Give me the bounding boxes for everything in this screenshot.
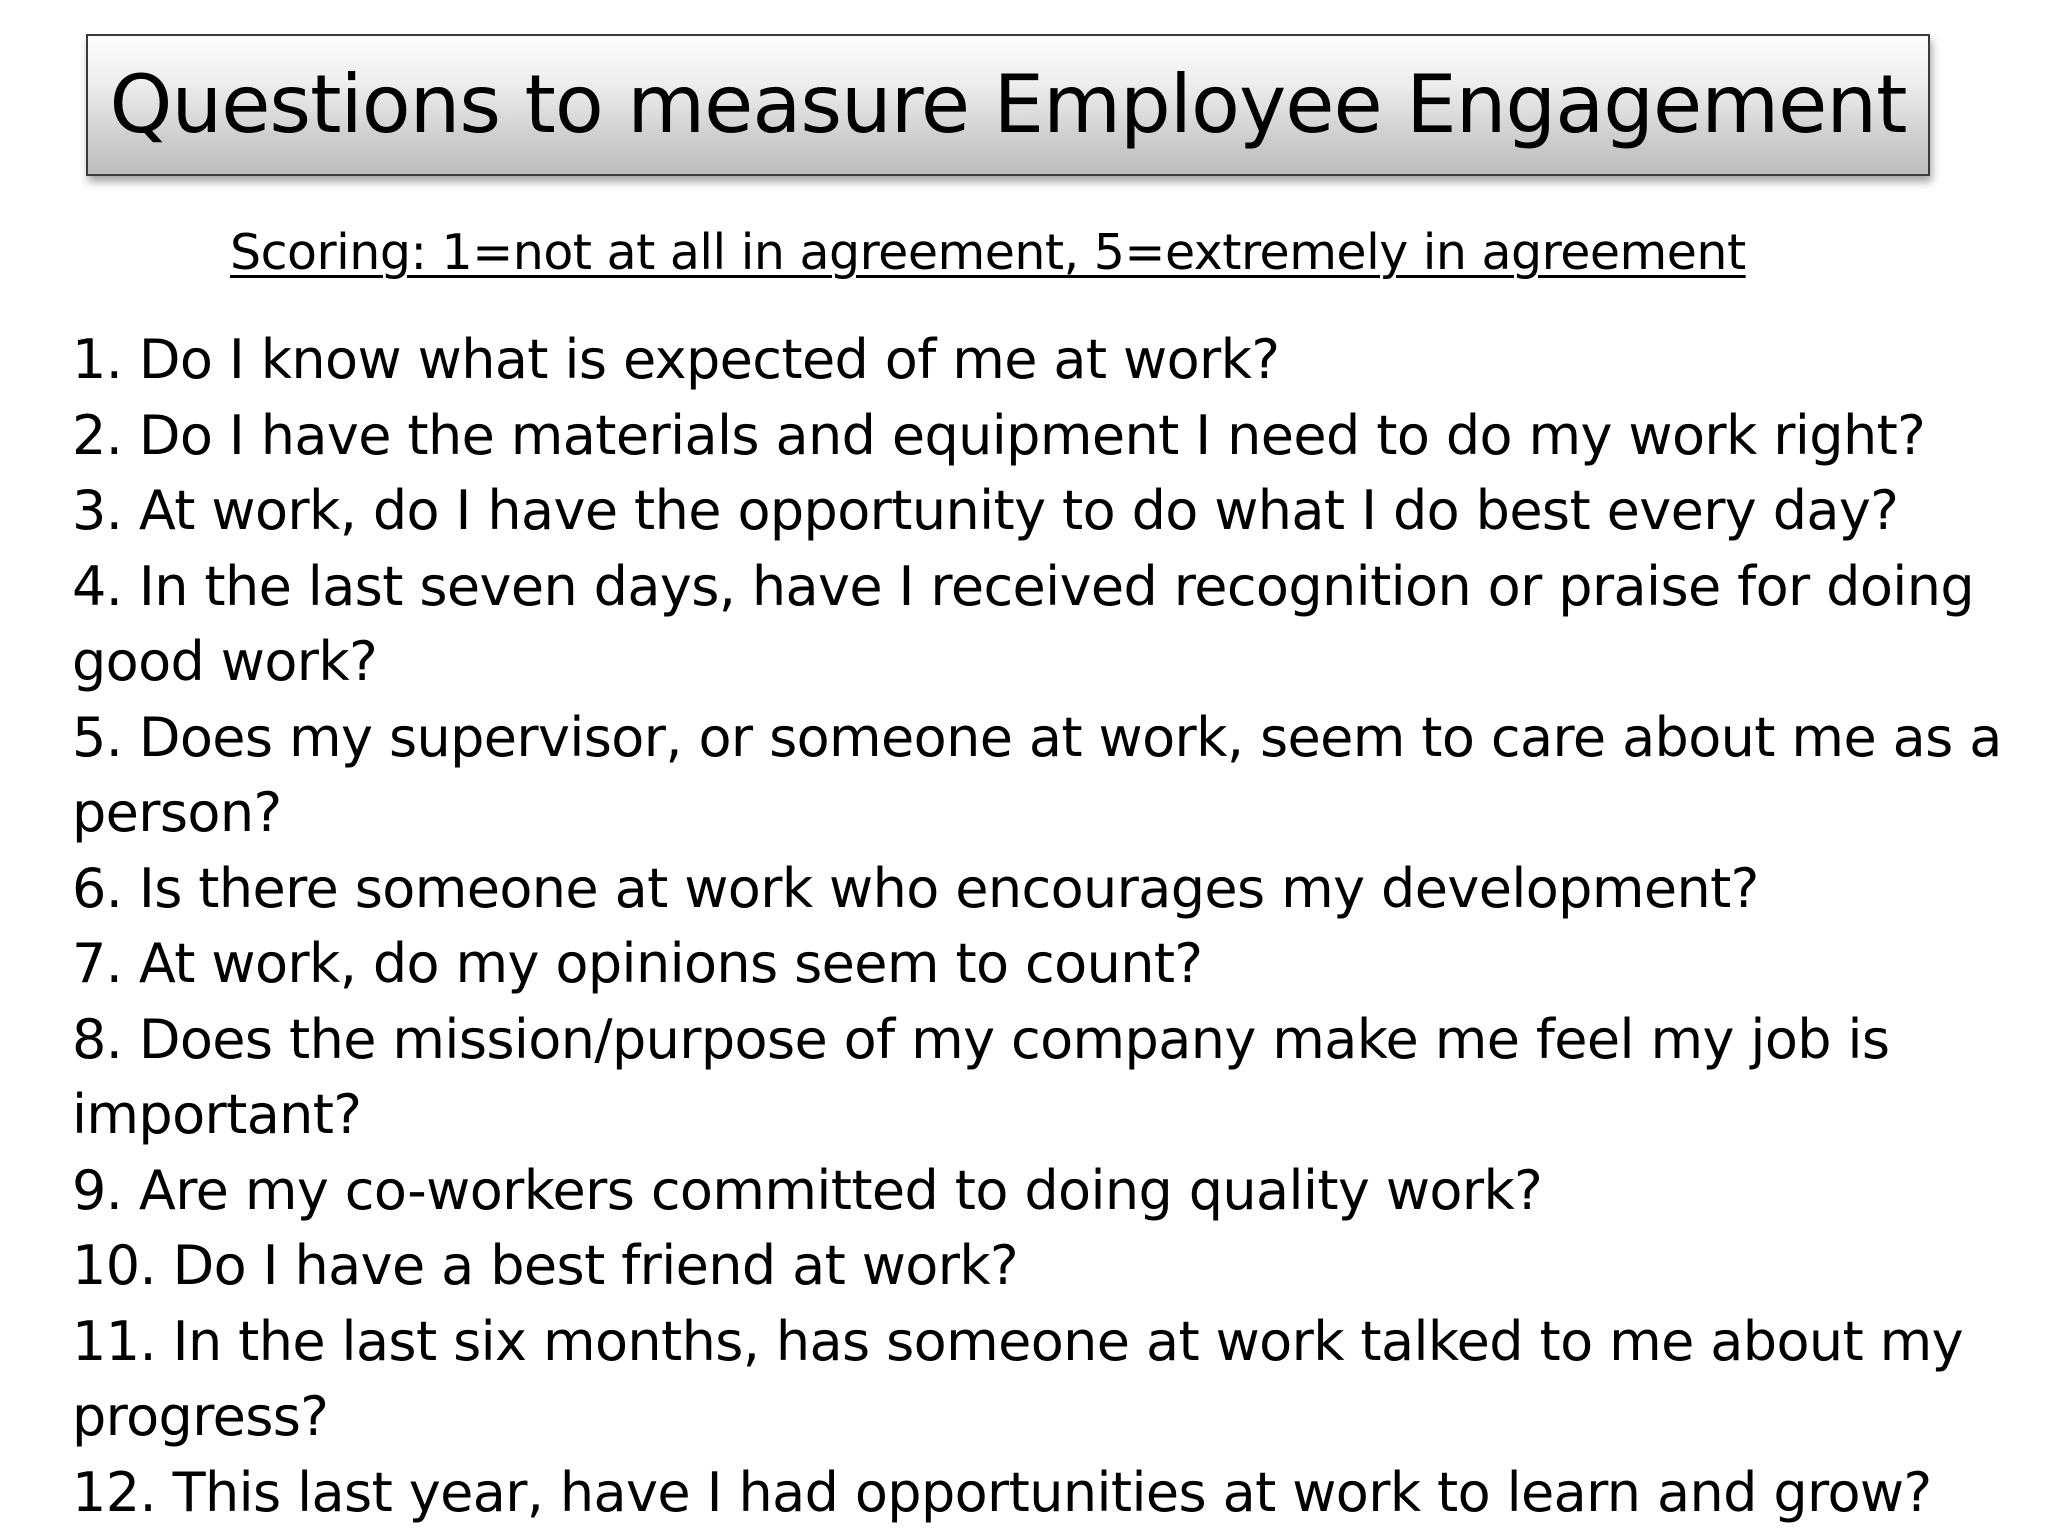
question-4: 4. In the last seven days, have I received recognition or praise for doing good work? [72, 554, 1975, 693]
page-title: Questions to measure Employee Engagement [109, 58, 1907, 151]
question-2: 2. Do I have the materials and equipment I need to do my work right? [72, 403, 1926, 467]
question-1: 1. Do I know what is expected of me at work? [72, 328, 1280, 391]
title-box [86, 34, 1930, 176]
question-list [72, 322, 2032, 1530]
question-9: 9. Are my co-workers committed to doing quality work? [72, 1158, 1543, 1222]
question-6: 6. Is there someone at work who encourages my development? [72, 856, 1759, 920]
scoring-subtitle: Scoring: 1=not at all in agreement, 5=extremely in agreement [230, 224, 1746, 281]
question-10: 10. Do I have a best friend at work? [72, 1234, 1019, 1297]
question-11: 11. In the last six months, has someone at work talked to me about my progress? [72, 1309, 1963, 1448]
question-3: 3. At work, do I have the opportunity to do what I do best every day? [72, 479, 1899, 542]
question-5: 5. Does my supervisor, or someone at work, seem to care about me as a person? [72, 705, 2002, 844]
question-8: 8. Does the mission/purpose of my company make me feel my job is important? [72, 1007, 1890, 1146]
question-7: 7. At work, do my opinions seem to count? [72, 932, 1203, 995]
question-12: 12. This last year, have I had opportunities at work to learn and grow? [72, 1460, 1932, 1524]
